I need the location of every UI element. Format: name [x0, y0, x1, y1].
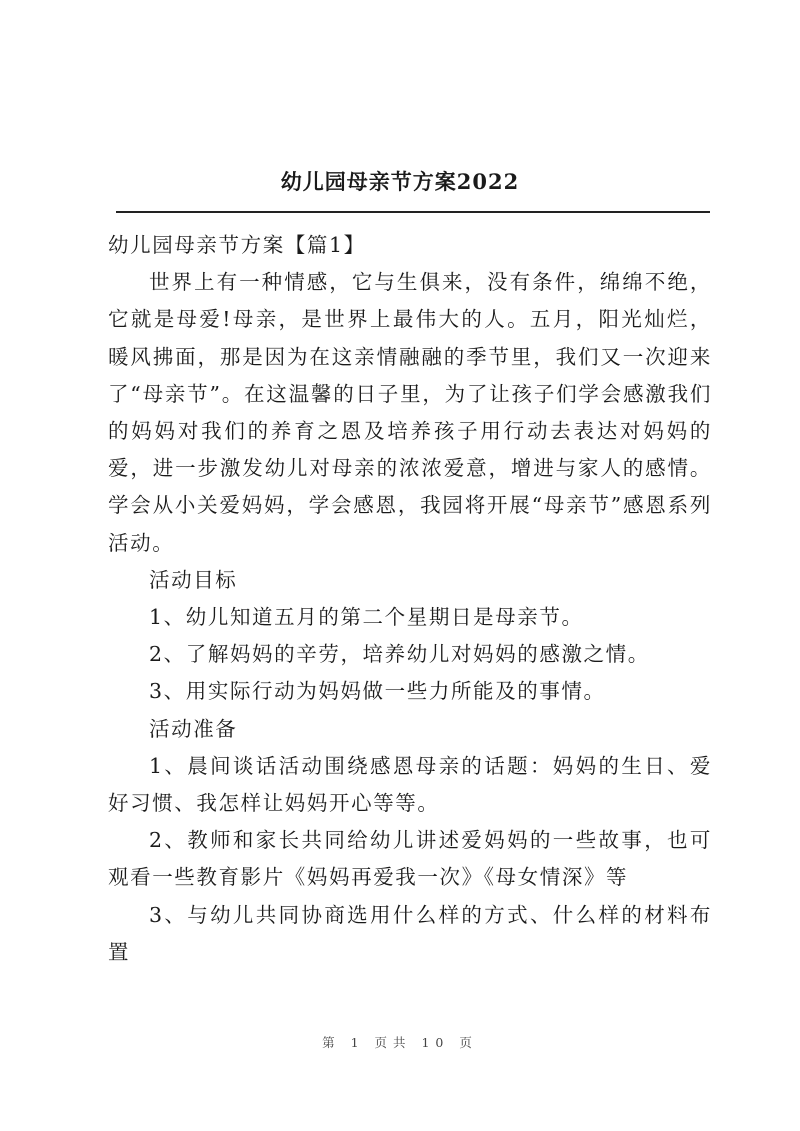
section-heading: 幼儿园母亲节方案【篇1】: [108, 233, 366, 257]
preparation-item-3: 3、与幼儿共同协商选用什么样的方式、什么样的材料布置: [108, 902, 712, 964]
preparation-heading: 活动准备: [149, 716, 238, 741]
goal-item-1: 1、幼儿知道五月的第二个星期日是母亲节。: [149, 605, 584, 630]
document-body: [108, 227, 712, 971]
preparation-item-1: 1、晨间谈话活动围绕感恩母亲的话题：妈妈的生日、爱好习惯、我怎样让妈妈开心等等。: [108, 753, 712, 816]
preparation-item-2: 2、教师和家长共同给幼儿讲述爱妈妈的一些故事，也可观看一些教育影片《妈妈再爱我一次》《母女情深》等: [108, 828, 712, 890]
title-divider: [116, 211, 710, 213]
intro-paragraph: 世界上有一种情感，它与生俱来，没有条件，绵绵不绝，它就是母爱!母亲，是世界上最伟大的人。五月，阳光灿烂，暖风拂面，那是因为在这亲情融融的季节里，我们又一次迎来了“母亲节”。在这温馨的日子里，为了让孩子们学会感激我们的妈妈对我们的养育之恩及培养孩子用行动去表达对妈妈的爱，进一步激发幼儿对母亲的浓浓爱意，增进与家人的感情。学会从小关爱妈妈，学会感恩，我园将开展“母亲节”感恩系列活动。: [108, 270, 712, 555]
document-title: 幼儿园母亲节方案2022: [280, 169, 520, 194]
goal-item-2: 2、了解妈妈的辛劳，培养幼儿对妈妈的感激之情。: [149, 642, 650, 667]
goals-heading: 活动目标: [149, 567, 238, 592]
goal-item-3: 3、用实际行动为妈妈做一些力所能及的事情。: [149, 679, 606, 704]
page-footer: 第 1 页共 10 页: [322, 1035, 478, 1050]
